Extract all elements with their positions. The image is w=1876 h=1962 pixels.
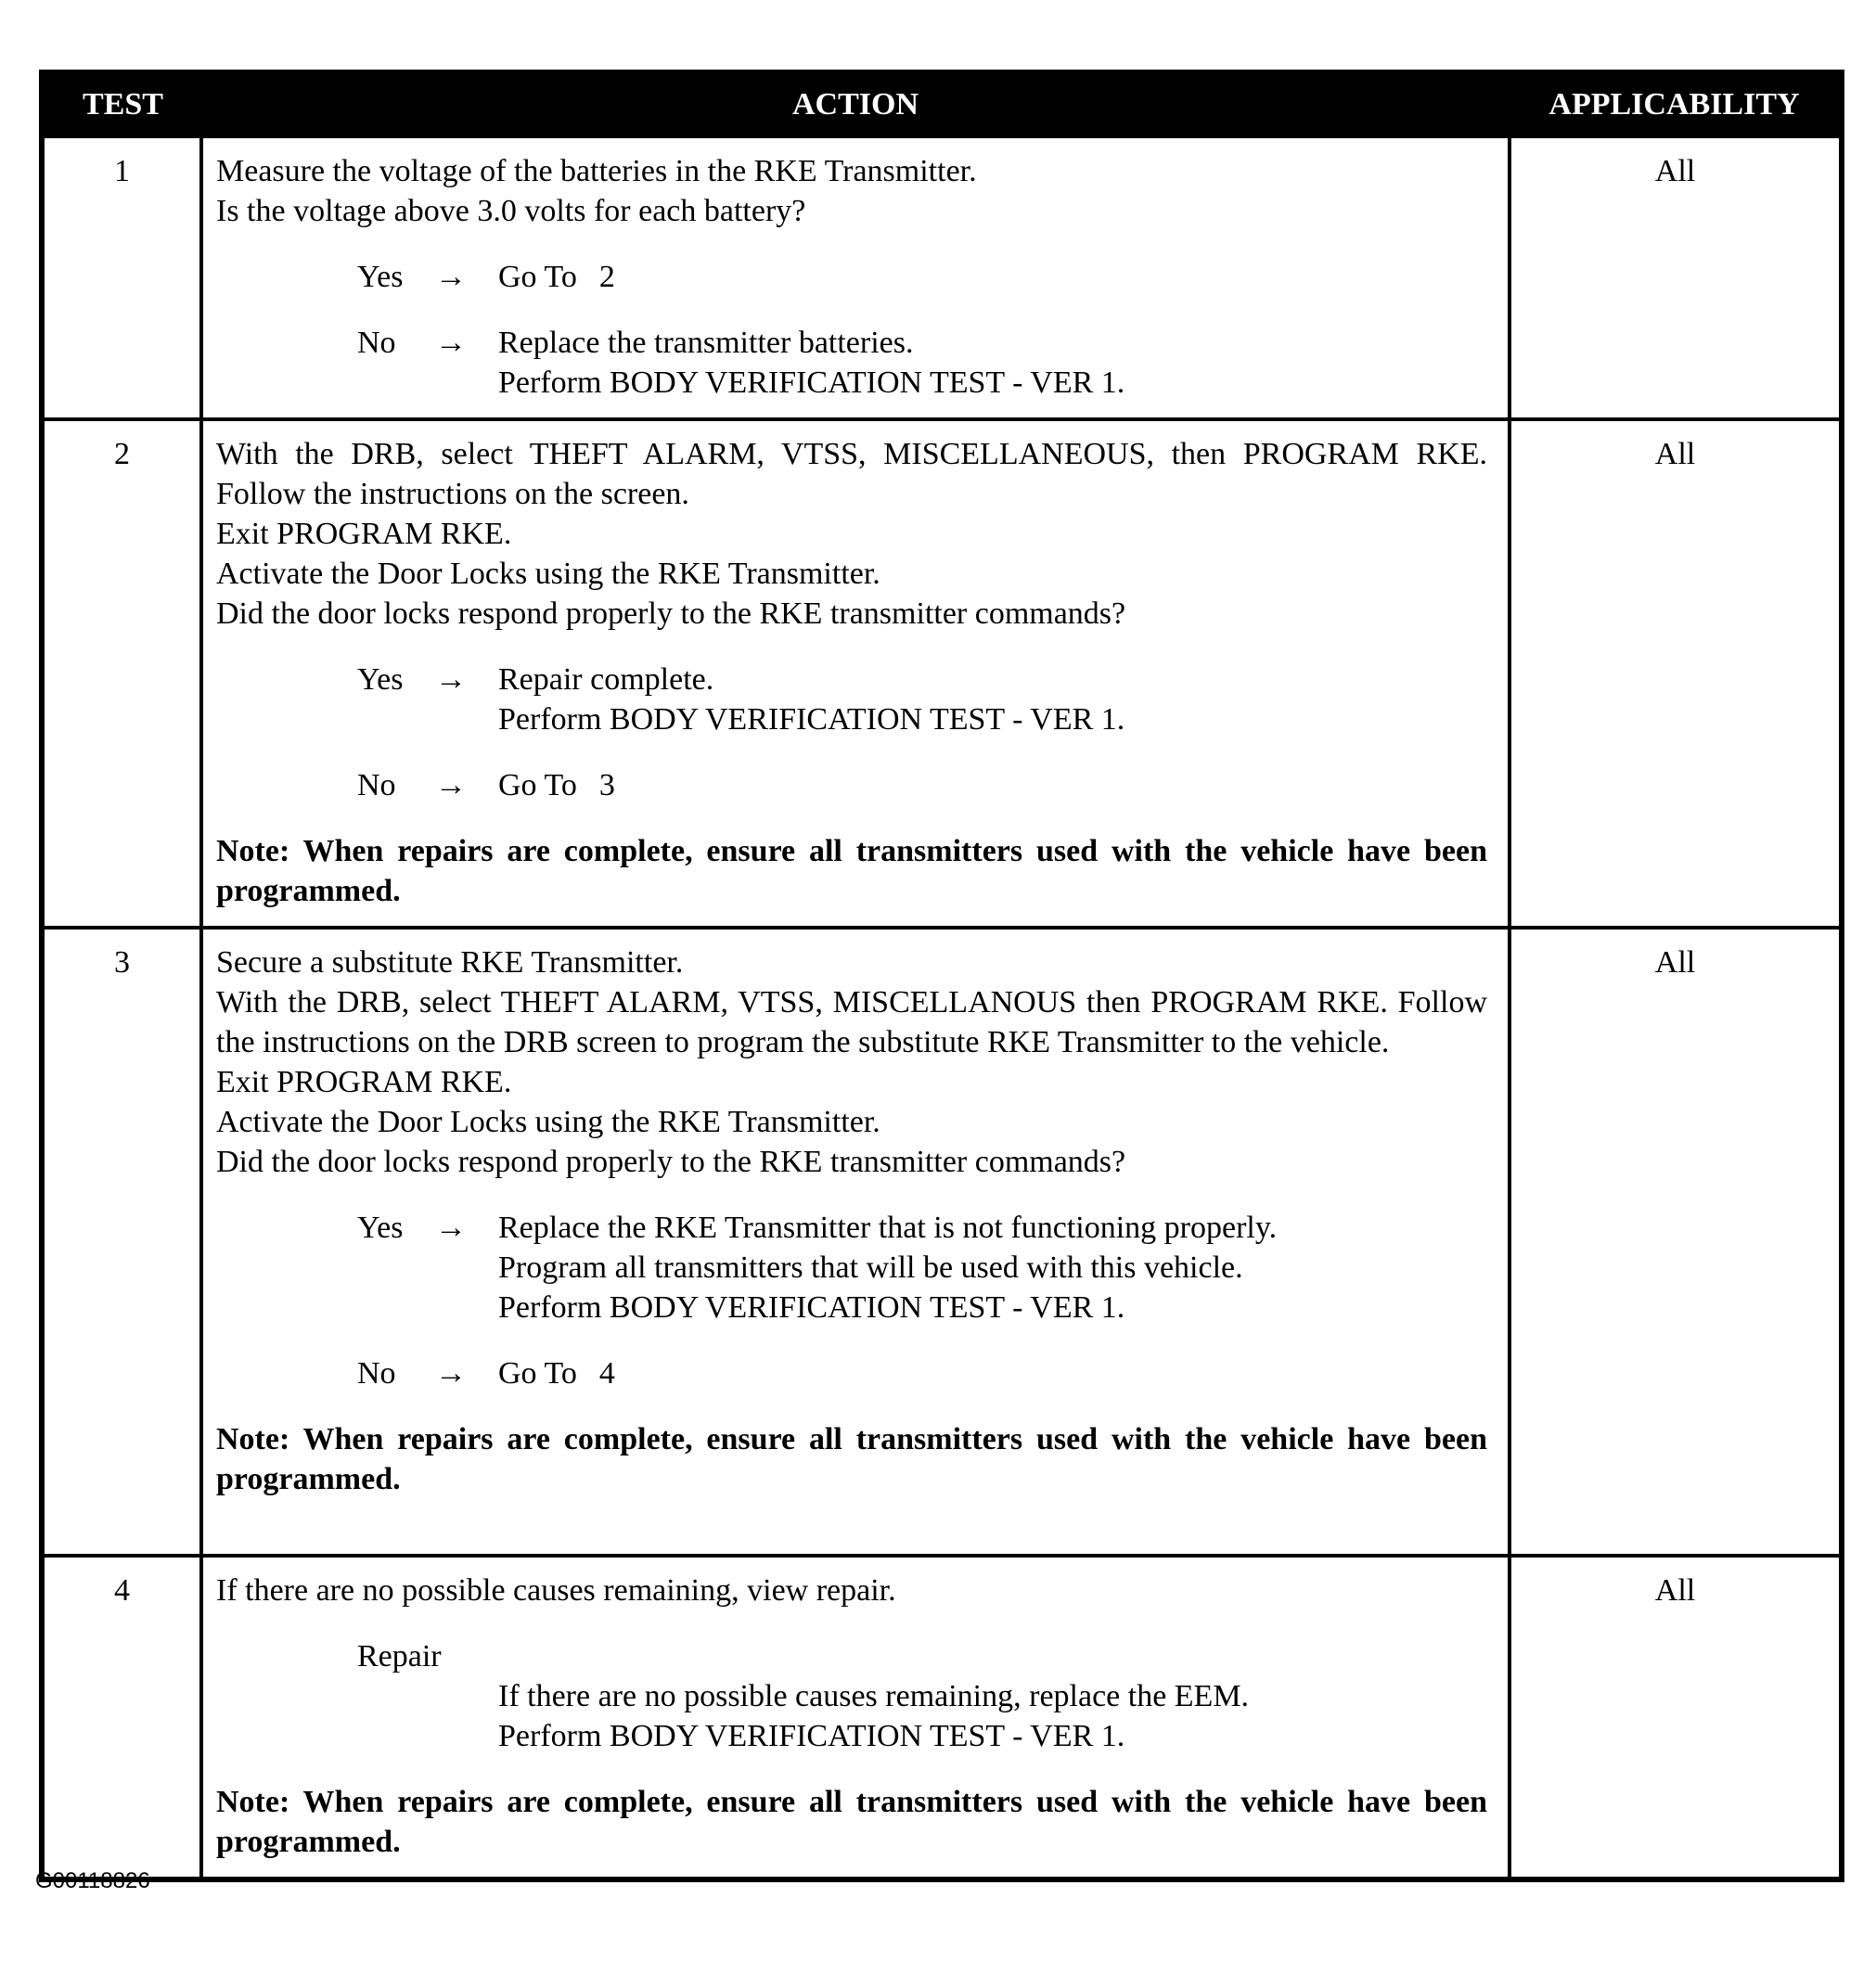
action-text: Did the door locks respond properly to the RKE transmitter commands? — [216, 1145, 1126, 1179]
action-text: Activate the Door Locks using the RKE Transmitter. — [216, 557, 880, 591]
no-label: No — [357, 326, 396, 360]
goto-label: Go To — [498, 1356, 577, 1391]
table-row — [42, 1556, 1842, 1879]
arrow-right-icon: → — [435, 662, 467, 697]
goto-target: 3 — [598, 768, 615, 802]
action-text: Did the door locks respond properly to the RKE transmitter commands? — [216, 596, 1126, 631]
response-text: Perform BODY VERIFICATION TEST - VER 1. — [498, 1290, 1125, 1325]
repair-text: Perform BODY VERIFICATION TEST - VER 1. — [498, 1719, 1125, 1753]
arrow-right-icon: → — [435, 260, 467, 294]
action-text: Exit PROGRAM RKE. — [216, 1065, 512, 1099]
goto-target: 4 — [598, 1356, 615, 1391]
yes-label: Yes — [357, 260, 404, 294]
response-text: Replace the RKE Transmitter that is not functioning properly. — [498, 1211, 1278, 1245]
action-cell — [201, 1556, 1510, 1879]
response-text: Repair complete. — [498, 662, 714, 697]
goto-label: Go To — [498, 260, 577, 294]
action-cell — [201, 928, 1510, 1556]
diagnostic-test-table — [39, 70, 1844, 1882]
action-cell — [201, 136, 1510, 419]
yes-label: Yes — [357, 1211, 404, 1245]
yes-response — [216, 660, 1487, 739]
note-text: Note: When repairs are complete, ensure all transmitters used with the vehicle have been programmed. — [216, 1422, 1487, 1496]
yes-response — [216, 1208, 1487, 1327]
action-text: With the DRB, select THEFT ALARM, VTSS, MISCELLANOUS then PROGRAM RKE. Follow the instructions on the DRB screen to program the substitute RKE Transmitter to the vehicle. — [216, 985, 1487, 1059]
header-action: ACTION — [201, 72, 1510, 136]
action-text: With the DRB, select THEFT ALARM, VTSS, MISCELLANEOUS, then PROGRAM RKE. Follow the instructions on the screen. — [216, 437, 1487, 511]
arrow-right-icon: → — [435, 1356, 467, 1391]
response-text: Perform BODY VERIFICATION TEST - VER 1. — [498, 702, 1125, 737]
figure-code: G00118826 — [35, 1868, 150, 1893]
no-response — [216, 323, 1487, 403]
applicability-value: All — [1510, 136, 1842, 419]
action-text: If there are no possible causes remaining, view repair. — [216, 1573, 896, 1608]
test-number: 4 — [42, 1556, 201, 1879]
action-text: Measure the voltage of the batteries in the RKE Transmitter. — [216, 154, 977, 188]
goto-label: Go To — [498, 768, 577, 802]
response-text: Program all transmitters that will be used with this vehicle. — [498, 1250, 1243, 1285]
no-label: No — [357, 1356, 396, 1391]
applicability-value: All — [1510, 1556, 1842, 1879]
repair-label: Repair — [357, 1639, 442, 1673]
no-response — [216, 765, 1487, 805]
table-row — [42, 419, 1842, 928]
action-text: Is the voltage above 3.0 volts for each battery? — [216, 194, 806, 228]
response-text: Perform BODY VERIFICATION TEST - VER 1. — [498, 365, 1125, 400]
header-applicability: APPLICABILITY — [1510, 72, 1842, 136]
note-text: Note: When repairs are complete, ensure all transmitters used with the vehicle have been programmed. — [216, 1785, 1487, 1859]
response-text: Replace the transmitter batteries. — [498, 326, 914, 360]
arrow-right-icon: → — [435, 326, 467, 360]
action-text: Exit PROGRAM RKE. — [216, 517, 512, 551]
yes-response — [216, 257, 1487, 297]
arrow-right-icon: → — [435, 768, 467, 802]
header-test: TEST — [42, 72, 201, 136]
test-number: 3 — [42, 928, 201, 1556]
applicability-value: All — [1510, 928, 1842, 1556]
arrow-right-icon: → — [435, 1211, 467, 1245]
no-label: No — [357, 768, 396, 802]
applicability-value: All — [1510, 419, 1842, 928]
table-row — [42, 928, 1842, 1556]
goto-target: 2 — [598, 260, 615, 294]
table-header-row — [42, 72, 1842, 136]
table-row — [42, 136, 1842, 419]
action-text: Secure a substitute RKE Transmitter. — [216, 945, 684, 980]
no-response — [216, 1353, 1487, 1393]
test-number: 2 — [42, 419, 201, 928]
yes-label: Yes — [357, 662, 404, 697]
action-text: Activate the Door Locks using the RKE Transmitter. — [216, 1105, 880, 1139]
repair-text: If there are no possible causes remaining, replace the EEM. — [498, 1679, 1250, 1713]
test-number: 1 — [42, 136, 201, 419]
note-text: Note: When repairs are complete, ensure all transmitters used with the vehicle have been programmed. — [216, 834, 1487, 908]
action-cell — [201, 419, 1510, 928]
